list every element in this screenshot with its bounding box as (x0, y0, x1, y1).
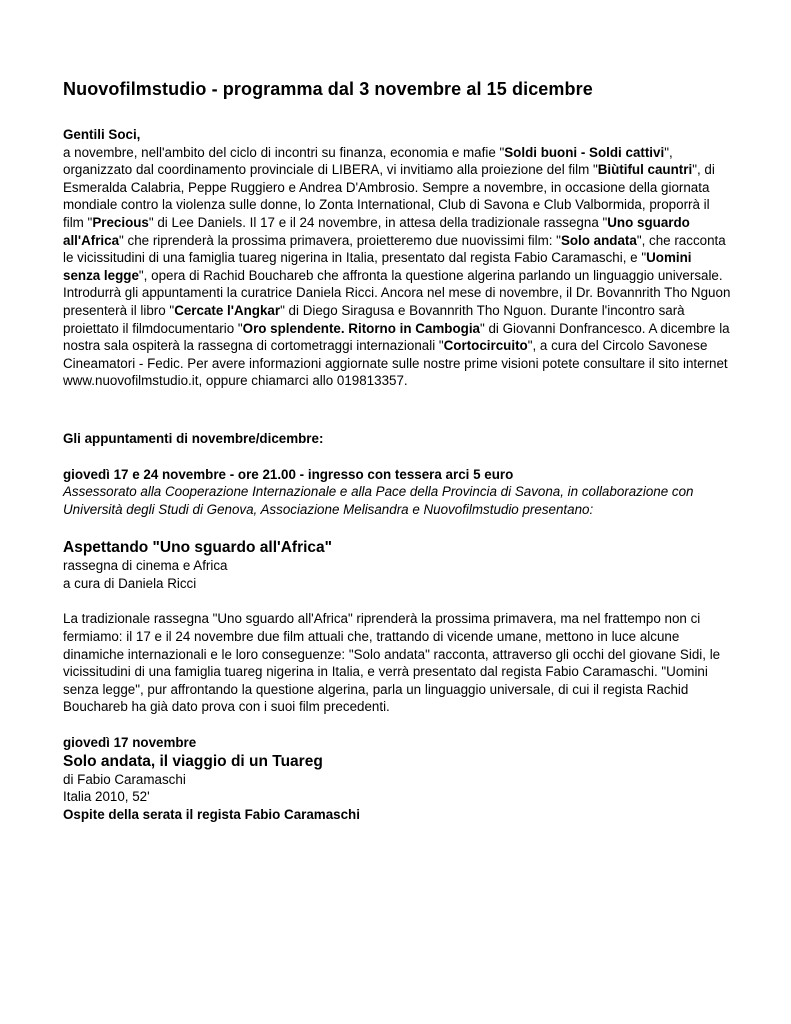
event-director: di Fabio Caramaschi (63, 771, 186, 787)
screening-date-line: giovedì 17 e 24 novembre - ore 21.00 - ingresso con tessera arci 5 euro (63, 466, 514, 482)
appointments-heading: Gli appuntamenti di novembre/dicembre: (63, 430, 324, 446)
promoters-text: Assessorato alla Cooperazione Internazionale e alla Pace della Provincia di Savona, in collaborazione con Università degli Studi di Genova, Associazione Melisandra e Nuovofilmstudio presentano: (63, 484, 694, 517)
event-guest: Ospite della serata il regista Fabio Caramaschi (63, 806, 360, 822)
africa-curator: a cura di Daniela Ricci (63, 575, 197, 591)
event-production: Italia 2010, 52' (63, 789, 150, 805)
event-section (63, 734, 731, 823)
africa-subtitle: rassegna di cinema e Africa (63, 558, 228, 574)
salutation: Gentili Soci, (63, 127, 141, 142)
africa-description: La tradizionale rassegna "Uno sguardo all'Africa" riprenderà la prossima primavera, ma nel frattempo non ci fermiamo: il 17 e il 24 novembre due film attuali che, trattando di vicende umane, mettono in luce alcune dinamiche internazionali e le loro conseguenze: "Solo andata" racconta, attraverso gli occhi del giovane Sidi, le vicissitudini di una famiglia tuareg nigerina in Italia, e verrà presentato dal regista Fabio Caramaschi. "Uomini senza legge", pur affrontando la questione algerina, parla un linguaggio universale, di cui il regista Rachid Bouchareb ha già dato prova con i suoi film precedenti. (63, 611, 721, 715)
intro-section (63, 126, 731, 390)
event-date: giovedì 17 novembre (63, 735, 197, 751)
intro-paragraph: a novembre, nell'ambito del ciclo di incontri su finanza, economia e mafie "Soldi buoni - Soldi cattivi", organizzato dal coordinamento provinciale di LIBERA, vi invitiamo alla proiezione del film "Biùtiful cauntri", di Esmeralda Calabria, Peppe Ruggiero e Andrea D'Ambrosio. Sempre a novembre, in occasione della giornata mondiale contro la violenza sulle donne, lo Zonta International, Club di Savona e Club Valbormida, proporrà il film "Precious" di Lee Daniels. Il 17 e il 24 novembre, in attesa della tradizionale rassegna "Uno sguardo all'Africa" che riprenderà la prossima primavera, proietteremo due nuovissimi film: "Solo andata", che racconta le vicissitudini di una famiglia tuareg nigerina in Italia, presentato dal regista Fabio Caramaschi, e "Uomini senza legge", opera di Rachid Bouchareb che affronta la questione algerina parlando un linguaggio universale. Introdurrà gli appuntamenti la curatrice Daniela Ricci. Ancora nel mese di novembre, il Dr. Bovannrith Tho Nguon presenterà il libro "Cercate l'Angkar" di Diego Siragusa e Bovannrith Tho Nguon. Durante l'incontro sarà proiettato il filmdocumentario "Oro splendente. Ritorno in Cambogia" di Giovanni Donfrancesco. A dicembre la nostra sala ospiterà la rassegna di cortometraggi internazionali "Cortocircuito", a cura del Circolo Savonese Cineamatori - Fedic. Per avere informazioni aggiornate sulle nostre prime visioni potete consultare il sito internet www.nuovofilmstudio.it, oppure chiamarci allo 019813357. (63, 144, 731, 389)
screening-info-section (63, 466, 731, 519)
document-title: Nuovofilmstudio - programma dal 3 novembre al 15 dicembre (63, 79, 593, 99)
africa-section-title: Aspettando "Uno sguardo all'Africa" (63, 539, 332, 557)
event-film-title: Solo andata, il viaggio di un Tuareg (63, 752, 323, 770)
africa-section-header (63, 538, 731, 592)
